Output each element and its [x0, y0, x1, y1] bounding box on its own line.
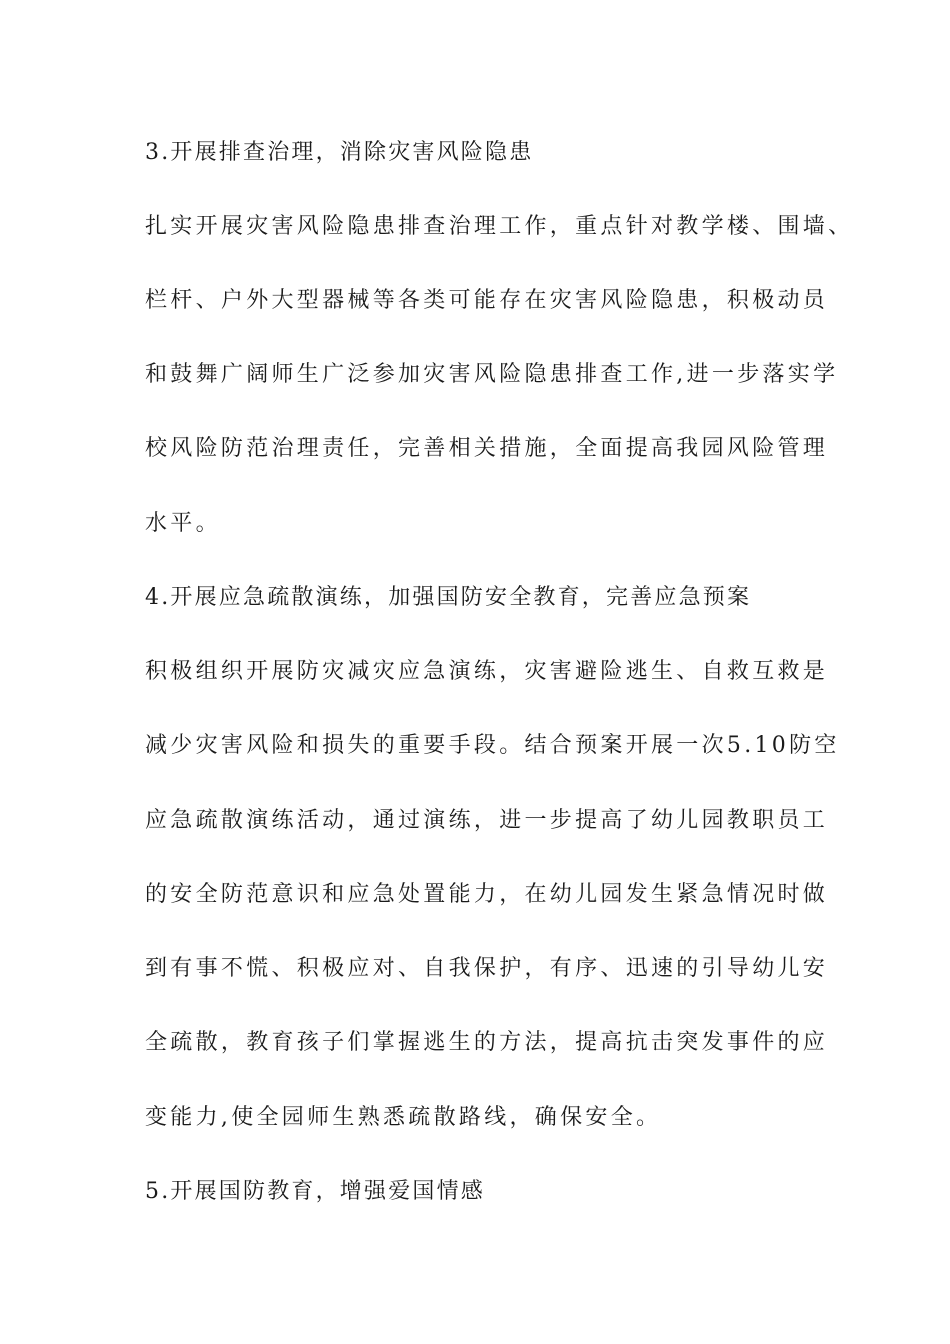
paragraph-line: 到有事不慌、积极应对、自我保护，有序、迅速的引导幼儿安	[145, 956, 829, 981]
paragraph-line: 的安全防范意识和应急处置能力，在幼儿园发生紧急情况时做	[145, 882, 829, 907]
paragraph-line: 变能力,使全园师生熟悉疏散路线，确保安全。	[145, 1105, 662, 1130]
section-heading-5: 5.开展国防教育，增强爱国情感	[145, 1179, 485, 1204]
paragraph-line: 减少灾害风险和损失的重要手段。结合预案开展一次5.10防空	[145, 733, 840, 758]
paragraph-line: 积极组织开展防灾减灾应急演练，灾害避险逃生、自救互救是	[145, 659, 829, 684]
paragraph-line: 校风险防范治理责任，完善相关措施，全面提高我园风险管理	[145, 436, 829, 461]
paragraph-line: 应急疏散演练活动，通过演练，进一步提高了幼儿园教职员工	[145, 808, 829, 833]
paragraph-line: 水平。	[145, 511, 221, 536]
paragraph-line: 栏杆、户外大型器械等各类可能存在灾害风险隐患，积极动员	[145, 288, 829, 313]
paragraph-line: 扎实开展灾害风险隐患排查治理工作，重点针对教学楼、围墙、	[145, 214, 854, 239]
section-heading-3: 3.开展排查治理，消除灾害风险隐患	[145, 140, 534, 165]
paragraph-line: 和鼓舞广阔师生广泛参加灾害风险隐患排查工作,进一步落实学	[145, 362, 839, 387]
section-heading-4: 4.开展应急疏散演练，加强国防安全教育，完善应急预案	[145, 585, 752, 610]
paragraph-line: 全疏散，教育孩子们掌握逃生的方法，提高抗击突发事件的应	[145, 1030, 829, 1055]
